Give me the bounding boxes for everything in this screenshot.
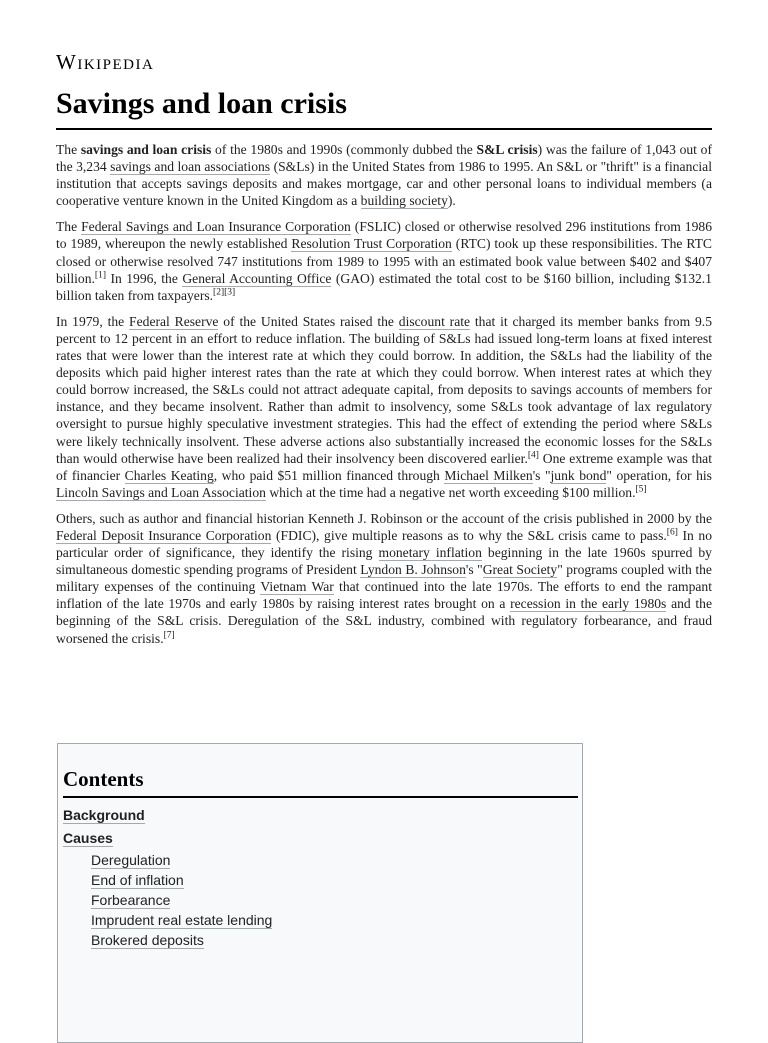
page-title: Savings and loan crisis [56, 82, 712, 130]
paragraph-fslic: The Federal Savings and Loan Insurance Corporation (FSLIC) closed or otherwise resolved 296 institutions from 1986 to 1989, whereupon the newly established Resolution Trust Corporation (RTC) took up these responsibilities. The RTC closed or otherwise resolved 747 institutions from 1989 to 1995 with an estimated book value between $402 and $407 billion.[1] In 1996, the General Accounting Office (GAO) estimated the total cost to be $160 billion, including $132.1 billion taken from taxpayers.[2][3] [56, 219, 712, 303]
toc-link[interactable]: Causes [63, 830, 113, 846]
paragraph-intro: The savings and loan crisis of the 1980s and 1990s (commonly dubbed the S&L crisis) was the failure of 1,043 out of the 3,234 savings and loan associations (S&Ls) in the United States from 1986 to 1995. An S&L or "thrift" is a financial institution that accepts savings deposits and makes mortgage, car and other personal loans to individual members (a cooperative venture known in the United Kingdom as a building society). [56, 142, 712, 209]
link-michael-milken[interactable]: Michael Milken [444, 467, 533, 483]
link-federal-reserve[interactable]: Federal Reserve [129, 313, 219, 329]
wikipedia-logo[interactable]: Wikipedia [56, 50, 155, 74]
toc-title: Contents [63, 767, 578, 798]
citation-link[interactable]: [1] [94, 270, 106, 281]
toc-link[interactable]: Imprudent real estate lending [91, 912, 273, 928]
link-monetary-inflation[interactable]: monetary inflation [378, 545, 482, 561]
toc-item-deregulation[interactable] [63, 850, 272, 870]
citation-link[interactable]: [5] [635, 484, 647, 495]
toc-item-end-of-inflation[interactable] [63, 870, 272, 890]
toc-link[interactable]: Brokered deposits [91, 932, 204, 948]
toc-item-background[interactable] [63, 804, 272, 827]
link-fdic[interactable]: Federal Deposit Insurance Corporation [56, 527, 272, 543]
toc-link[interactable]: Background [63, 807, 145, 823]
toc-link[interactable]: Forbearance [91, 892, 171, 908]
link-vietnam-war[interactable]: Vietnam War [260, 579, 334, 595]
link-lincoln-savings[interactable]: Lincoln Savings and Loan Association [56, 484, 266, 500]
article-body [56, 141, 712, 656]
link-fslic[interactable]: Federal Savings and Loan Insurance Corporation [81, 219, 351, 235]
bold-term: S&L crisis [476, 142, 538, 157]
link-building-society[interactable]: building society [360, 193, 448, 209]
toc-link[interactable]: Deregulation [91, 852, 171, 868]
link-resolution-trust-corporation[interactable]: Resolution Trust Corporation [291, 236, 452, 252]
toc-item-forbearance[interactable] [63, 890, 272, 910]
link-early-1980s-recession[interactable]: recession in the early 1980s [510, 596, 667, 612]
link-general-accounting-office[interactable]: General Accounting Office [182, 270, 332, 286]
citation-link[interactable]: [3] [224, 287, 236, 298]
toc-link[interactable]: End of inflation [91, 872, 184, 888]
link-charles-keating[interactable]: Charles Keating [124, 467, 214, 483]
citation-link[interactable]: [2] [213, 287, 225, 298]
link-junk-bond[interactable]: junk bond [550, 467, 607, 483]
bold-term: savings and loan crisis [80, 142, 212, 157]
paragraph-causes: Others, such as author and financial historian Kenneth J. Robinson or the account of the crisis published in 2000 by the Federal Deposit Insurance Corporation (FDIC), give multiple reasons as to why the S&L crisis came to pass.[6] In no particular order of significance, they identify the rising monetary inflation beginning in the late 1960s spurred by simultaneous domestic spending programs of President Lyndon B. Johnson's "Great Society" programs coupled with the military expenses of the continuing Vietnam War that continued into the late 1970s. The efforts to end the rampant inflation of the late 1970s and early 1980s by raising interest rates brought on a recession in the early 1980s and the beginning of the S&L crisis. Deregulation of the S&L industry, combined with regulatory forbearance, and fraud worsened the crisis.[7] [56, 510, 713, 646]
citation-link[interactable]: [4] [527, 450, 539, 461]
citation-link[interactable]: [7] [163, 630, 175, 640]
paragraph-1979: In 1979, the Federal Reserve of the United States raised the discount rate that it charged its member banks from 9.5 percent to 12 percent in an effort to reduce inflation. The building of S&Ls had issued long-term loans at fixed interest rates that were lower than the interest rate at which they could borrow. In addition, the S&Ls had the liability of the deposits which paid higher interest rates than the rate at which they could borrow. When interest rates at which they could borrow increased, the S&Ls could not attract adequate capital, from deposits to savings accounts of members for instance, and they became insolvent. Rather than admit to insolvency, some S&Ls took advantage of lax regulatory oversight to pursue highly speculative investment strategies. This had the effect of extending the period where S&Ls were likely technically insolvent. These adverse actions also substantially increased the economic losses for the S&Ls than would otherwise have been realized had their insolvency been discovered earlier.[4] One extreme example was that of financier Charles Keating, who paid $51 million financed through Michael Milken's "junk bond" operation, for his Lincoln Savings and Loan Association which at the time had a negative net worth exceeding $100 million.[5] [56, 313, 712, 500]
link-great-society[interactable]: Great Society [482, 562, 558, 578]
citation-link[interactable]: [6] [666, 527, 678, 538]
link-lyndon-b-johnson[interactable]: Lyndon B. Johnson [360, 562, 466, 578]
toc-list [63, 804, 272, 950]
toc-item-brokered-deposits[interactable] [63, 930, 272, 950]
toc-item-imprudent-real-estate-lending[interactable] [63, 910, 272, 930]
table-of-contents [57, 743, 583, 1043]
toc-item-causes[interactable] [63, 827, 272, 850]
link-discount-rate[interactable]: discount rate [398, 313, 471, 329]
link-savings-and-loan-associations[interactable]: savings and loan associations [110, 159, 271, 175]
